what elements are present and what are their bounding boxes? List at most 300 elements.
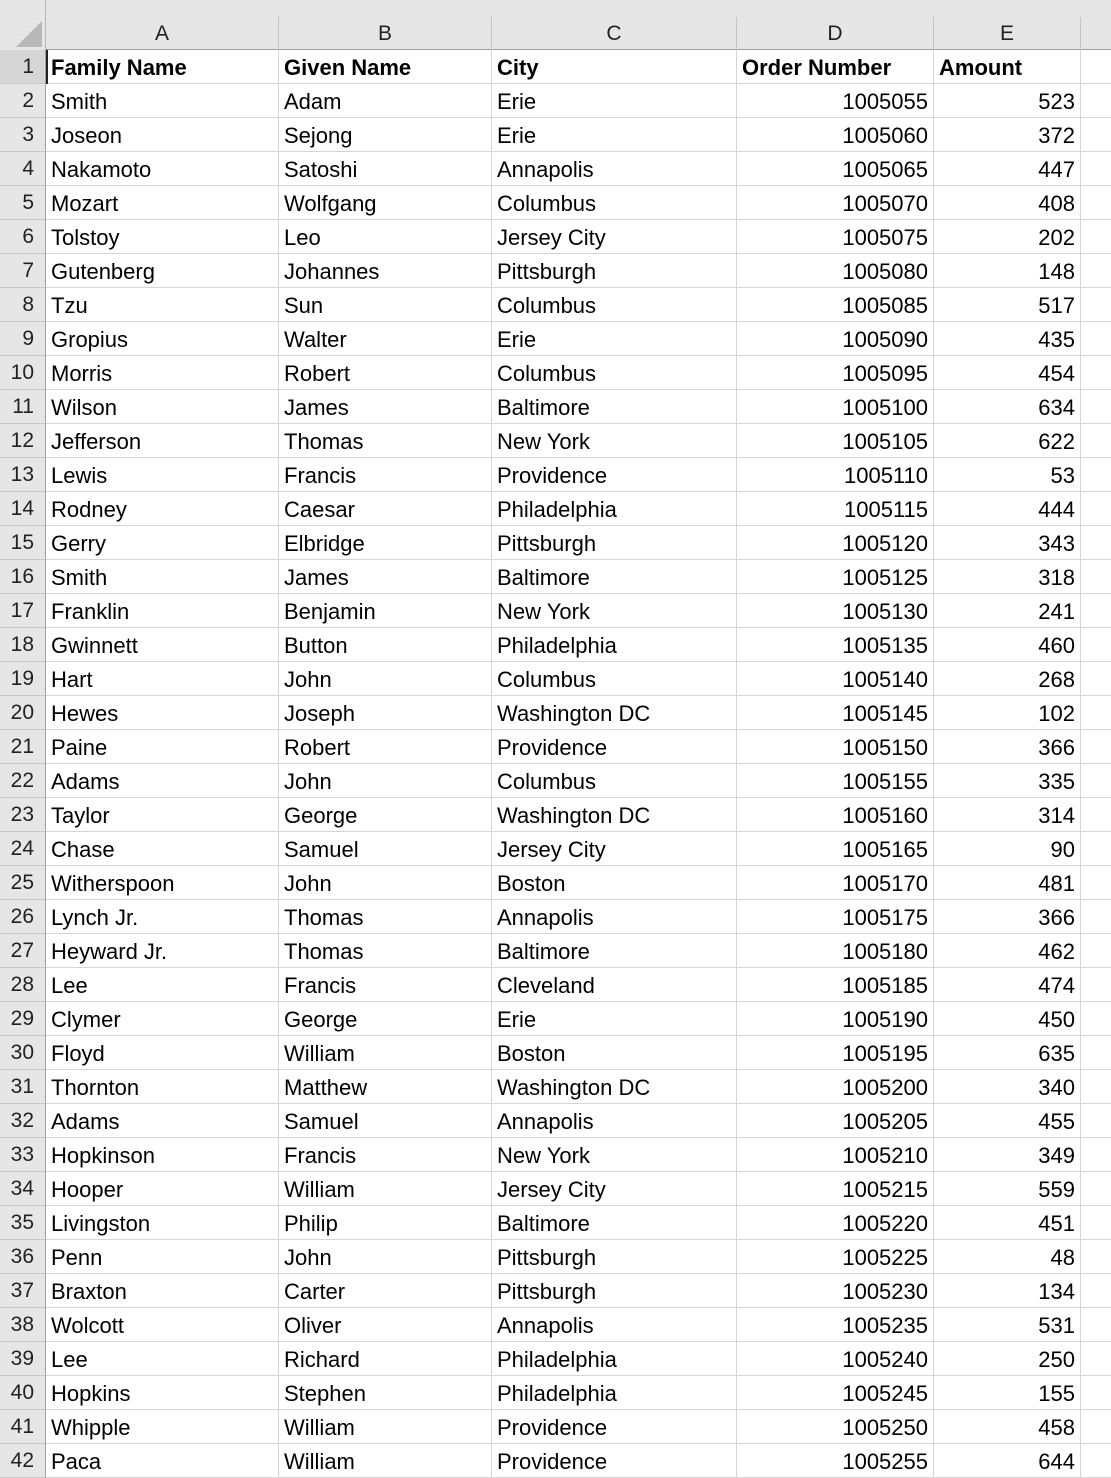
row-header[interactable]: 9 — [0, 322, 46, 356]
cell-order[interactable]: 1005125 — [737, 560, 934, 594]
cell-family[interactable]: Thornton — [46, 1070, 279, 1104]
cell-city[interactable]: Boston — [492, 866, 737, 900]
cell-amount[interactable]: 435 — [934, 322, 1081, 356]
cell-amount[interactable]: 634 — [934, 390, 1081, 424]
cell-family[interactable]: Wolcott — [46, 1308, 279, 1342]
cell-amount[interactable]: 523 — [934, 84, 1081, 118]
cell-f[interactable] — [1081, 1376, 1111, 1410]
row-header[interactable]: 35 — [0, 1206, 46, 1240]
cell-amount[interactable]: 450 — [934, 1002, 1081, 1036]
row-header[interactable]: 29 — [0, 1002, 46, 1036]
cell-f[interactable] — [1081, 1206, 1111, 1240]
cell-f[interactable] — [1081, 186, 1111, 220]
cell-f[interactable] — [1081, 1036, 1111, 1070]
cell-family[interactable]: Hopkins — [46, 1376, 279, 1410]
cell-family[interactable]: Adams — [46, 1104, 279, 1138]
cell-f[interactable] — [1081, 934, 1111, 968]
row-header[interactable]: 14 — [0, 492, 46, 526]
cell-family[interactable]: Gwinnett — [46, 628, 279, 662]
cell-city[interactable]: Providence — [492, 458, 737, 492]
cell-order[interactable]: 1005165 — [737, 832, 934, 866]
cell-f[interactable] — [1081, 1410, 1111, 1444]
cell-family[interactable]: Lee — [46, 1342, 279, 1376]
cell-f[interactable] — [1081, 356, 1111, 390]
cell-amount[interactable]: 451 — [934, 1206, 1081, 1240]
cell-amount[interactable]: 372 — [934, 118, 1081, 152]
row-header[interactable]: 33 — [0, 1138, 46, 1172]
row-header[interactable]: 26 — [0, 900, 46, 934]
row-header[interactable]: 1 — [0, 50, 46, 84]
cell-given[interactable]: Robert — [279, 730, 492, 764]
cell-given[interactable]: Robert — [279, 356, 492, 390]
row-header[interactable]: 34 — [0, 1172, 46, 1206]
cell-city[interactable]: Jersey City — [492, 1172, 737, 1206]
cell-family[interactable]: Hart — [46, 662, 279, 696]
row-header[interactable]: 11 — [0, 390, 46, 424]
cell-family[interactable]: Hopkinson — [46, 1138, 279, 1172]
cell-order[interactable]: 1005055 — [737, 84, 934, 118]
cell-amount[interactable]: 202 — [934, 220, 1081, 254]
cell-city[interactable]: Erie — [492, 322, 737, 356]
cell-family[interactable]: Gerry — [46, 526, 279, 560]
cell-city[interactable]: Erie — [492, 1002, 737, 1036]
cell-family[interactable]: Adams — [46, 764, 279, 798]
cell-f[interactable] — [1081, 254, 1111, 288]
row-header[interactable]: 36 — [0, 1240, 46, 1274]
cell-amount[interactable]: 481 — [934, 866, 1081, 900]
cell-given[interactable]: Satoshi — [279, 152, 492, 186]
cell-city[interactable]: Annapolis — [492, 1104, 737, 1138]
cell-f[interactable] — [1081, 1240, 1111, 1274]
cell-given[interactable]: Samuel — [279, 832, 492, 866]
cell-f[interactable] — [1081, 764, 1111, 798]
cell-family[interactable]: Livingston — [46, 1206, 279, 1240]
row-header[interactable]: 42 — [0, 1444, 46, 1478]
cell-given[interactable]: Sejong — [279, 118, 492, 152]
cell-family[interactable]: Hewes — [46, 696, 279, 730]
cell-order[interactable]: 1005190 — [737, 1002, 934, 1036]
select-all-button[interactable] — [0, 0, 46, 50]
cell-order[interactable]: 1005085 — [737, 288, 934, 322]
cell-given[interactable]: James — [279, 390, 492, 424]
cell-city[interactable]: Erie — [492, 118, 737, 152]
cell-family[interactable]: Hooper — [46, 1172, 279, 1206]
cell-amount[interactable]: 644 — [934, 1444, 1081, 1478]
cell-f[interactable] — [1081, 84, 1111, 118]
cell-amount[interactable]: 366 — [934, 900, 1081, 934]
cell-f[interactable] — [1081, 900, 1111, 934]
cell-f[interactable] — [1081, 832, 1111, 866]
row-header[interactable]: 41 — [0, 1410, 46, 1444]
cell-city[interactable]: Pittsburgh — [492, 1240, 737, 1274]
cell-f[interactable] — [1081, 288, 1111, 322]
cell-family[interactable]: Nakamoto — [46, 152, 279, 186]
cell-given[interactable]: Oliver — [279, 1308, 492, 1342]
cell-order[interactable]: 1005180 — [737, 934, 934, 968]
cell-order[interactable]: 1005100 — [737, 390, 934, 424]
cell-family[interactable]: Morris — [46, 356, 279, 390]
cell-given[interactable]: Caesar — [279, 492, 492, 526]
cell-given[interactable]: John — [279, 1240, 492, 1274]
cell-amount[interactable]: 559 — [934, 1172, 1081, 1206]
cell-given[interactable]: George — [279, 798, 492, 832]
cell-family[interactable]: Tolstoy — [46, 220, 279, 254]
cell-order[interactable]: 1005145 — [737, 696, 934, 730]
cell-d1[interactable]: Order Number — [737, 50, 934, 84]
cell-amount[interactable]: 474 — [934, 968, 1081, 1002]
cell-order[interactable]: 1005240 — [737, 1342, 934, 1376]
cell-given[interactable]: Richard — [279, 1342, 492, 1376]
cell-a1[interactable]: Family Name — [46, 50, 279, 84]
cell-city[interactable]: Providence — [492, 1444, 737, 1478]
row-header[interactable]: 30 — [0, 1036, 46, 1070]
cell-given[interactable]: Thomas — [279, 900, 492, 934]
cell-city[interactable]: Baltimore — [492, 934, 737, 968]
cell-given[interactable]: George — [279, 1002, 492, 1036]
row-header[interactable]: 40 — [0, 1376, 46, 1410]
cell-amount[interactable]: 241 — [934, 594, 1081, 628]
cell-city[interactable]: Boston — [492, 1036, 737, 1070]
cell-city[interactable]: Annapolis — [492, 900, 737, 934]
cell-c1[interactable]: City — [492, 50, 737, 84]
cell-amount[interactable]: 454 — [934, 356, 1081, 390]
cell-amount[interactable]: 455 — [934, 1104, 1081, 1138]
cell-amount[interactable]: 335 — [934, 764, 1081, 798]
cell-city[interactable]: Providence — [492, 730, 737, 764]
cell-f[interactable] — [1081, 628, 1111, 662]
cell-f[interactable] — [1081, 1172, 1111, 1206]
cell-city[interactable]: Pittsburgh — [492, 526, 737, 560]
row-header[interactable]: 19 — [0, 662, 46, 696]
cell-amount[interactable]: 635 — [934, 1036, 1081, 1070]
cell-order[interactable]: 1005170 — [737, 866, 934, 900]
cell-f[interactable] — [1081, 1104, 1111, 1138]
cell-amount[interactable]: 53 — [934, 458, 1081, 492]
cell-f[interactable] — [1081, 968, 1111, 1002]
cell-f[interactable] — [1081, 1138, 1111, 1172]
cell-f[interactable] — [1081, 594, 1111, 628]
cell-city[interactable]: Philadelphia — [492, 628, 737, 662]
cell-f[interactable] — [1081, 492, 1111, 526]
cell-f[interactable] — [1081, 1274, 1111, 1308]
cell-order[interactable]: 1005220 — [737, 1206, 934, 1240]
cell-city[interactable]: Columbus — [492, 764, 737, 798]
cell-amount[interactable]: 155 — [934, 1376, 1081, 1410]
row-header[interactable]: 20 — [0, 696, 46, 730]
cell-city[interactable]: Columbus — [492, 288, 737, 322]
cell-amount[interactable]: 90 — [934, 832, 1081, 866]
cell-order[interactable]: 1005250 — [737, 1410, 934, 1444]
row-header[interactable]: 24 — [0, 832, 46, 866]
cell-order[interactable]: 1005230 — [737, 1274, 934, 1308]
cell-b1[interactable]: Given Name — [279, 50, 492, 84]
cell-given[interactable]: Samuel — [279, 1104, 492, 1138]
cell-amount[interactable]: 408 — [934, 186, 1081, 220]
cell-city[interactable]: Cleveland — [492, 968, 737, 1002]
cell-amount[interactable]: 268 — [934, 662, 1081, 696]
cell-given[interactable]: Thomas — [279, 934, 492, 968]
cell-order[interactable]: 1005140 — [737, 662, 934, 696]
cell-amount[interactable]: 318 — [934, 560, 1081, 594]
cell-city[interactable]: Baltimore — [492, 390, 737, 424]
cell-family[interactable]: Smith — [46, 560, 279, 594]
cell-f[interactable] — [1081, 696, 1111, 730]
cell-family[interactable]: Gropius — [46, 322, 279, 356]
cell-city[interactable]: Washington DC — [492, 798, 737, 832]
cell-given[interactable]: Leo — [279, 220, 492, 254]
cell-amount[interactable]: 622 — [934, 424, 1081, 458]
cell-amount[interactable]: 460 — [934, 628, 1081, 662]
row-header[interactable]: 4 — [0, 152, 46, 186]
cell-given[interactable]: James — [279, 560, 492, 594]
cell-given[interactable]: William — [279, 1036, 492, 1070]
cell-given[interactable]: Elbridge — [279, 526, 492, 560]
cell-city[interactable]: Pittsburgh — [492, 1274, 737, 1308]
row-header[interactable]: 8 — [0, 288, 46, 322]
cell-given[interactable]: Walter — [279, 322, 492, 356]
cell-f[interactable] — [1081, 118, 1111, 152]
row-header[interactable]: 5 — [0, 186, 46, 220]
cell-family[interactable]: Franklin — [46, 594, 279, 628]
cell-order[interactable]: 1005070 — [737, 186, 934, 220]
row-header[interactable]: 2 — [0, 84, 46, 118]
cell-given[interactable]: Thomas — [279, 424, 492, 458]
cell-amount[interactable]: 102 — [934, 696, 1081, 730]
cell-f1[interactable] — [1081, 50, 1111, 84]
cell-order[interactable]: 1005090 — [737, 322, 934, 356]
cell-amount[interactable]: 366 — [934, 730, 1081, 764]
cell-amount[interactable]: 148 — [934, 254, 1081, 288]
cell-family[interactable]: Wilson — [46, 390, 279, 424]
cell-city[interactable]: Erie — [492, 84, 737, 118]
cell-given[interactable]: Francis — [279, 968, 492, 1002]
cell-given[interactable]: Stephen — [279, 1376, 492, 1410]
cell-city[interactable]: Columbus — [492, 662, 737, 696]
cell-amount[interactable]: 447 — [934, 152, 1081, 186]
cell-family[interactable]: Penn — [46, 1240, 279, 1274]
row-header[interactable]: 22 — [0, 764, 46, 798]
cell-order[interactable]: 1005080 — [737, 254, 934, 288]
cell-amount[interactable]: 458 — [934, 1410, 1081, 1444]
cell-order[interactable]: 1005215 — [737, 1172, 934, 1206]
cell-given[interactable]: Philip — [279, 1206, 492, 1240]
cell-order[interactable]: 1005095 — [737, 356, 934, 390]
row-header[interactable]: 32 — [0, 1104, 46, 1138]
cell-city[interactable]: Baltimore — [492, 1206, 737, 1240]
cell-given[interactable]: Johannes — [279, 254, 492, 288]
cell-order[interactable]: 1005175 — [737, 900, 934, 934]
cell-city[interactable]: New York — [492, 424, 737, 458]
row-header[interactable]: 39 — [0, 1342, 46, 1376]
cell-f[interactable] — [1081, 662, 1111, 696]
cell-family[interactable]: Lewis — [46, 458, 279, 492]
cell-given[interactable]: Button — [279, 628, 492, 662]
cell-city[interactable]: New York — [492, 594, 737, 628]
cell-given[interactable]: John — [279, 866, 492, 900]
column-header-d[interactable]: D — [737, 17, 934, 50]
cell-f[interactable] — [1081, 1308, 1111, 1342]
cell-order[interactable]: 1005130 — [737, 594, 934, 628]
cell-city[interactable]: Washington DC — [492, 696, 737, 730]
row-header[interactable]: 21 — [0, 730, 46, 764]
cell-given[interactable]: Joseph — [279, 696, 492, 730]
cell-order[interactable]: 1005075 — [737, 220, 934, 254]
cell-order[interactable]: 1005235 — [737, 1308, 934, 1342]
cell-f[interactable] — [1081, 560, 1111, 594]
row-header[interactable]: 18 — [0, 628, 46, 662]
cell-e1[interactable]: Amount — [934, 50, 1081, 84]
column-header-b[interactable]: B — [279, 17, 492, 50]
cell-family[interactable]: Lee — [46, 968, 279, 1002]
cell-order[interactable]: 1005245 — [737, 1376, 934, 1410]
cell-order[interactable]: 1005135 — [737, 628, 934, 662]
row-header[interactable]: 23 — [0, 798, 46, 832]
cell-given[interactable]: Matthew — [279, 1070, 492, 1104]
cell-f[interactable] — [1081, 152, 1111, 186]
cell-given[interactable]: Carter — [279, 1274, 492, 1308]
cell-order[interactable]: 1005115 — [737, 492, 934, 526]
cell-f[interactable] — [1081, 1342, 1111, 1376]
row-header[interactable]: 13 — [0, 458, 46, 492]
row-header[interactable]: 10 — [0, 356, 46, 390]
row-header[interactable]: 12 — [0, 424, 46, 458]
row-header[interactable]: 37 — [0, 1274, 46, 1308]
cell-city[interactable]: Pittsburgh — [492, 254, 737, 288]
cell-f[interactable] — [1081, 798, 1111, 832]
cell-order[interactable]: 1005155 — [737, 764, 934, 798]
cell-given[interactable]: John — [279, 764, 492, 798]
cell-family[interactable]: Chase — [46, 832, 279, 866]
row-header[interactable]: 27 — [0, 934, 46, 968]
cell-family[interactable]: Joseon — [46, 118, 279, 152]
cell-family[interactable]: Taylor — [46, 798, 279, 832]
column-header-a[interactable]: A — [46, 17, 279, 50]
cell-family[interactable]: Whipple — [46, 1410, 279, 1444]
cell-given[interactable]: William — [279, 1172, 492, 1206]
cell-family[interactable]: Lynch Jr. — [46, 900, 279, 934]
cell-amount[interactable]: 48 — [934, 1240, 1081, 1274]
cell-f[interactable] — [1081, 1070, 1111, 1104]
cell-order[interactable]: 1005195 — [737, 1036, 934, 1070]
cell-city[interactable]: Providence — [492, 1410, 737, 1444]
cell-family[interactable]: Mozart — [46, 186, 279, 220]
row-header[interactable]: 3 — [0, 118, 46, 152]
cell-amount[interactable]: 134 — [934, 1274, 1081, 1308]
cell-amount[interactable]: 314 — [934, 798, 1081, 832]
cell-amount[interactable]: 531 — [934, 1308, 1081, 1342]
cell-family[interactable]: Paca — [46, 1444, 279, 1478]
cell-city[interactable]: Columbus — [492, 356, 737, 390]
cell-amount[interactable]: 349 — [934, 1138, 1081, 1172]
cell-family[interactable]: Paine — [46, 730, 279, 764]
cell-given[interactable]: Benjamin — [279, 594, 492, 628]
row-header[interactable]: 15 — [0, 526, 46, 560]
row-header[interactable]: 6 — [0, 220, 46, 254]
cell-f[interactable] — [1081, 220, 1111, 254]
cell-f[interactable] — [1081, 730, 1111, 764]
cell-city[interactable]: New York — [492, 1138, 737, 1172]
cell-order[interactable]: 1005205 — [737, 1104, 934, 1138]
cell-f[interactable] — [1081, 1002, 1111, 1036]
cell-city[interactable]: Baltimore — [492, 560, 737, 594]
cell-f[interactable] — [1081, 1444, 1111, 1478]
cell-city[interactable]: Philadelphia — [492, 1376, 737, 1410]
cell-family[interactable]: Rodney — [46, 492, 279, 526]
cell-given[interactable]: Francis — [279, 1138, 492, 1172]
row-header[interactable]: 16 — [0, 560, 46, 594]
cell-f[interactable] — [1081, 322, 1111, 356]
cell-city[interactable]: Philadelphia — [492, 492, 737, 526]
cell-city[interactable]: Washington DC — [492, 1070, 737, 1104]
cell-order[interactable]: 1005255 — [737, 1444, 934, 1478]
cell-given[interactable]: William — [279, 1410, 492, 1444]
cell-family[interactable]: Clymer — [46, 1002, 279, 1036]
cell-order[interactable]: 1005225 — [737, 1240, 934, 1274]
cell-order[interactable]: 1005105 — [737, 424, 934, 458]
row-header[interactable]: 38 — [0, 1308, 46, 1342]
cell-amount[interactable]: 444 — [934, 492, 1081, 526]
cell-order[interactable]: 1005110 — [737, 458, 934, 492]
cell-given[interactable]: Francis — [279, 458, 492, 492]
cell-f[interactable] — [1081, 458, 1111, 492]
cell-given[interactable]: Wolfgang — [279, 186, 492, 220]
cell-amount[interactable]: 250 — [934, 1342, 1081, 1376]
cell-amount[interactable]: 517 — [934, 288, 1081, 322]
column-header-c[interactable]: C — [492, 17, 737, 50]
cell-order[interactable]: 1005060 — [737, 118, 934, 152]
cell-order[interactable]: 1005200 — [737, 1070, 934, 1104]
column-header-e[interactable]: E — [934, 17, 1081, 50]
cell-city[interactable]: Annapolis — [492, 152, 737, 186]
cell-order[interactable]: 1005185 — [737, 968, 934, 1002]
cell-city[interactable]: Philadelphia — [492, 1342, 737, 1376]
row-header[interactable]: 31 — [0, 1070, 46, 1104]
row-header[interactable]: 7 — [0, 254, 46, 288]
cell-f[interactable] — [1081, 866, 1111, 900]
row-header[interactable]: 25 — [0, 866, 46, 900]
cell-family[interactable]: Braxton — [46, 1274, 279, 1308]
cell-family[interactable]: Floyd — [46, 1036, 279, 1070]
cell-city[interactable]: Annapolis — [492, 1308, 737, 1342]
cell-family[interactable]: Witherspoon — [46, 866, 279, 900]
cell-order[interactable]: 1005150 — [737, 730, 934, 764]
cell-city[interactable]: Jersey City — [492, 832, 737, 866]
cell-family[interactable]: Jefferson — [46, 424, 279, 458]
cell-given[interactable]: Sun — [279, 288, 492, 322]
cell-amount[interactable]: 343 — [934, 526, 1081, 560]
cell-family[interactable]: Smith — [46, 84, 279, 118]
cell-order[interactable]: 1005065 — [737, 152, 934, 186]
cell-family[interactable]: Gutenberg — [46, 254, 279, 288]
cell-given[interactable]: John — [279, 662, 492, 696]
cell-given[interactable]: Adam — [279, 84, 492, 118]
row-header[interactable]: 28 — [0, 968, 46, 1002]
cell-f[interactable] — [1081, 390, 1111, 424]
cell-f[interactable] — [1081, 526, 1111, 560]
cell-order[interactable]: 1005210 — [737, 1138, 934, 1172]
cell-family[interactable]: Heyward Jr. — [46, 934, 279, 968]
cell-family[interactable]: Tzu — [46, 288, 279, 322]
cell-amount[interactable]: 462 — [934, 934, 1081, 968]
cell-city[interactable]: Jersey City — [492, 220, 737, 254]
cell-amount[interactable]: 340 — [934, 1070, 1081, 1104]
cell-order[interactable]: 1005160 — [737, 798, 934, 832]
row-header[interactable]: 17 — [0, 594, 46, 628]
cell-f[interactable] — [1081, 424, 1111, 458]
cell-order[interactable]: 1005120 — [737, 526, 934, 560]
cell-given[interactable]: William — [279, 1444, 492, 1478]
cell-city[interactable]: Columbus — [492, 186, 737, 220]
